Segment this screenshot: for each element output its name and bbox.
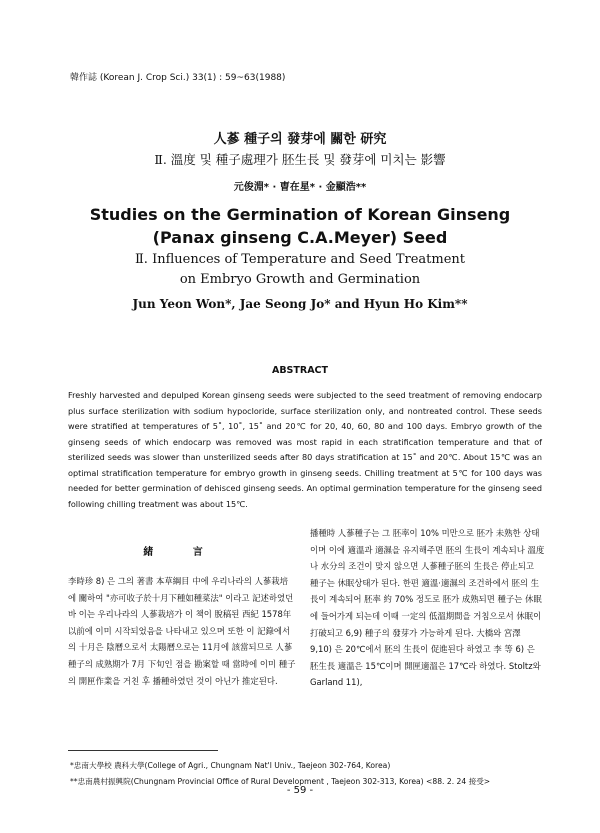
footnote-affiliation-2: **忠南農村振興院(Chungnam Provincial Office of Rural Development , Taejeon 302-313, Korea) <88. 2. 24 接受> xyxy=(70,777,491,786)
korean-title: 人蔘 種子의 發芽에 關한 研究 xyxy=(213,132,387,147)
english-title-line1: Studies on the Germination of Korean Ginseng xyxy=(89,205,511,224)
page-number: - 59 - xyxy=(286,785,314,796)
abstract-heading: ABSTRACT xyxy=(271,365,329,376)
abstract-body xyxy=(68,388,542,512)
intro-right-column xyxy=(310,525,545,691)
intro-left-text: 李時珍 8) 은 그의 著書 本草綱目 中에 우리나라의 人蔘栽培에 關하여 "亦可收子於十月下種如種菜法" 이라고 記述하였던 바 이는 우리나라의 人蔘栽培가 이 책이 脫稿된 西紀 1578年 以前에 이미 시작되었음을 나타내고 있으며 또한 이 記錄에서의 十月은 陰曆으로서 太陽曆으로는 11月에 該當되므로 人蔘 種子의 成熟期가 7月 下旬인 점을 勘案할 때 當時에 이미 種子의 開匣作業을 거친 후 播種하였던 것이 아닌가 推定된다. xyxy=(68,576,296,686)
intro-left-column xyxy=(68,573,296,689)
journal-citation: 韓作誌 (Korean J. Crop Sci.) 33(1) : 59~63(1988) xyxy=(70,73,286,83)
english-subtitle-line1: Ⅱ. Influences of Temperature and Seed Treatment xyxy=(134,252,466,267)
english-subtitle-line2: on Embryo Growth and Germination xyxy=(179,272,421,287)
korean-authors: 元俊淵* · 曺在星* · 金顯浩** xyxy=(233,182,367,193)
footnote-divider xyxy=(68,750,218,751)
footnote-affiliation-1: *忠南大學校 農科大學(College of Agri., Chungnam Nat'l Univ., Taejeon 302-764, Korea) xyxy=(70,761,391,770)
english-authors: Jun Yeon Won*, Jae Seong Jo* and Hyun Ho Kim** xyxy=(132,297,468,311)
abstract-text: Freshly harvested and depulped Korean ginseng seeds were subjected to the seed treatment of removing endocarp plus surface sterilization with sodium hypocloride, surface sterilization only, and nontreated control. These seeds were stratified at temperatures of 5˚, 10˚, 15˚ and 20℃ for 20, 40, 60, 80 and 100 days. Embryo growth of the ginseng seeds of which endocarp was removed was most rapid in each stratification temperature and that of sterilized seeds was slower than unsterilized seeds after 80 days stratification at 15˚ and 20℃. About 15℃ was an optimal stratification temperature for embryo growth in ginseng seeds. Chilling treatment at 5℃ for 100 days was needed for better germination of dehisced ginseng seeds. An optimal germination temperature for the ginseng seed following chilling treatment was about 15℃. xyxy=(68,390,542,509)
intro-heading: 緒 言 xyxy=(143,547,221,558)
korean-subtitle: Ⅱ. 溫度 및 種子處理가 胚生長 및 發芽에 미치는 影響 xyxy=(154,152,446,167)
english-title-line2: (Panax ginseng C.A.Meyer) Seed xyxy=(152,228,448,247)
intro-right-text: 播種時 人蔘種子는 그 胚率이 10% 미만으로 胚가 未熟한 상태이며 이에 適溫과 適濕을 유지해주면 胚의 生長이 계속되나 溫度나 水分의 조건이 맞지 않으면 人蔘種子胚의 生長은 停止되고 種子는 休眠상태가 된다. 한편 適溫·適濕의 조건하에서 胚의 生長이 계속되어 胚率 約 70% 정도로 胚가 成熟되면 種子는 休眠에 들어가게 되는데 이때 一定의 低溫期間을 거침으로서 休眠이 打破되고 6,9) 種子의 發芽가 가능하게 된다. 大橋와 宮澤 9,10) 은 20℃에서 胚의 生長이 促進된다 하였고 李 等 6) 은 胚生長 適溫은 15℃이며 開匣適溫은 17℃라 하였다. Stoltz와 Garland 11), xyxy=(310,528,545,688)
